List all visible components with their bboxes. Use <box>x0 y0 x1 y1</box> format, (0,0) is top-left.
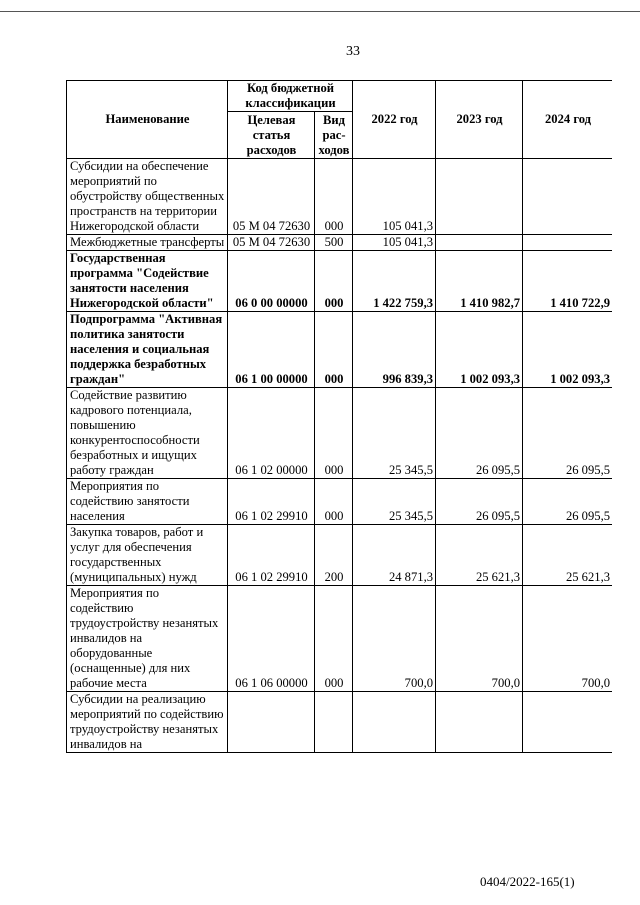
table-body <box>67 159 613 753</box>
row-name: Закупка товаров, работ и услуг для обеспечения государственных (муниципальных) нужд <box>67 525 228 586</box>
row-value-2024: 700,0 <box>523 586 612 692</box>
row-target-item <box>228 692 315 753</box>
row-target-item: 06 1 02 00000 <box>228 388 315 479</box>
row-expense-type: 000 <box>315 312 353 388</box>
row-name: Субсидии на обеспечение мероприятий по обустройству общественных пространств на территории Нижегородской области <box>67 159 228 235</box>
header-2023: 2023 год <box>436 81 523 159</box>
row-value-2024: 1 410 722,9 <box>523 251 612 312</box>
row-expense-type: 000 <box>315 586 353 692</box>
header-budget-code: Код бюджетной классификации <box>228 81 353 112</box>
row-expense-type: 000 <box>315 251 353 312</box>
row-expense-type <box>315 692 353 753</box>
row-expense-type: 500 <box>315 235 353 251</box>
top-border-line <box>0 11 640 12</box>
row-name: Содействие развитию кадрового потенциала, повышению конкурентоспособности безработных и ищущих работу граждан <box>67 388 228 479</box>
row-target-item: 05 М 04 72630 <box>228 159 315 235</box>
budget-table-container <box>66 80 612 832</box>
row-value-2023: 1 002 093,3 <box>436 312 523 388</box>
row-value-2024: 26 095,5 <box>523 388 612 479</box>
table-row <box>67 388 613 479</box>
row-value-2023: 1 410 982,7 <box>436 251 523 312</box>
row-expense-type: 000 <box>315 479 353 525</box>
row-value-2023: 700,0 <box>436 586 523 692</box>
row-value-2022: 1 422 759,3 <box>353 251 436 312</box>
row-value-2022: 996 839,3 <box>353 312 436 388</box>
row-name: Мероприятия по содействию трудоустройству незанятых инвалидов на оборудованные (оснащенные) для них рабочие места <box>67 586 228 692</box>
row-value-2024: 1 002 093,3 <box>523 312 612 388</box>
budget-table <box>66 80 612 753</box>
row-value-2022: 700,0 <box>353 586 436 692</box>
table-row <box>67 159 613 235</box>
row-value-2022: 25 345,5 <box>353 479 436 525</box>
row-target-item: 06 1 02 29910 <box>228 525 315 586</box>
row-value-2023 <box>436 159 523 235</box>
row-name: Государственная программа "Содействие занятости населения Нижегородской области" <box>67 251 228 312</box>
header-2024: 2024 год <box>523 81 612 159</box>
row-expense-type: 000 <box>315 388 353 479</box>
document-code: 0404/2022-165(1) <box>480 874 575 889</box>
row-target-item: 06 1 00 00000 <box>228 312 315 388</box>
row-value-2024 <box>523 235 612 251</box>
table-row <box>67 251 613 312</box>
row-target-item: 06 1 02 29910 <box>228 479 315 525</box>
table-row <box>67 235 613 251</box>
row-name: Субсидии на реализацию мероприятий по содействию трудоустройству незанятых инвалидов на <box>67 692 228 753</box>
header-name: Наименование <box>67 81 228 159</box>
row-value-2022: 105 041,3 <box>353 235 436 251</box>
row-value-2022: 25 345,5 <box>353 388 436 479</box>
row-value-2022: 105 041,3 <box>353 159 436 235</box>
row-value-2023: 26 095,5 <box>436 388 523 479</box>
header-expense-type: Вид рас-ходов <box>315 112 353 159</box>
row-value-2022: 24 871,3 <box>353 525 436 586</box>
row-value-2022 <box>353 692 436 753</box>
row-value-2023: 26 095,5 <box>436 479 523 525</box>
row-expense-type: 200 <box>315 525 353 586</box>
table-row <box>67 312 613 388</box>
table-row <box>67 586 613 692</box>
row-value-2024: 25 621,3 <box>523 525 612 586</box>
table-row <box>67 525 613 586</box>
row-value-2024: 26 095,5 <box>523 479 612 525</box>
row-expense-type: 000 <box>315 159 353 235</box>
page-number: 33 <box>346 44 360 59</box>
row-value-2023: 25 621,3 <box>436 525 523 586</box>
row-value-2023 <box>436 692 523 753</box>
row-value-2024 <box>523 692 612 753</box>
row-value-2024 <box>523 159 612 235</box>
row-target-item: 06 0 00 00000 <box>228 251 315 312</box>
table-row <box>67 479 613 525</box>
row-target-item: 06 1 06 00000 <box>228 586 315 692</box>
row-value-2023 <box>436 235 523 251</box>
header-2022: 2022 год <box>353 81 436 159</box>
row-target-item: 05 М 04 72630 <box>228 235 315 251</box>
row-name: Мероприятия по содействию занятости населения <box>67 479 228 525</box>
row-name: Межбюджетные трансферты <box>67 235 228 251</box>
row-name: Подпрограмма "Активная политика занятости населения и социальная поддержка безработных граждан" <box>67 312 228 388</box>
table-row <box>67 692 613 753</box>
header-target-item: Целевая статья расходов <box>228 112 315 159</box>
